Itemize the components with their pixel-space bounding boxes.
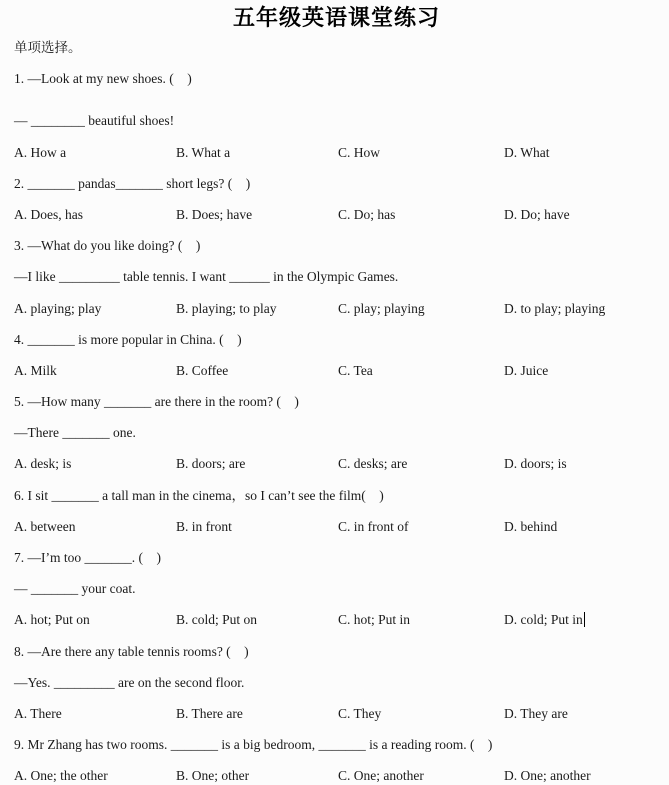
option-cell-c: C. Do; has [338, 206, 396, 222]
option-cell-d: D. behind [504, 518, 558, 534]
question-5-line: 5. —How many _______ are there in the room? ( ) [14, 394, 299, 410]
option-cell-b: B. cold; Put on [176, 612, 258, 628]
question-8-reply-line: —Yes. _________ are on the second floor. [14, 674, 245, 690]
question-6-options [14, 511, 659, 542]
question-7-line: 7. —I’m too _______. ( ) [14, 550, 161, 565]
option-cell-d: D. to play; playing [504, 300, 606, 316]
option-cell-d: D. Do; have [504, 206, 570, 222]
option-cell-d: D. What [504, 144, 550, 160]
question-7-options [14, 604, 659, 635]
question-1-line: 1. —Look at my new shoes. ( ) [14, 71, 192, 87]
option-cell-b: B. Coffee [176, 362, 229, 378]
option-cell-b: B. doors; are [176, 456, 246, 472]
document-title: 五年级英语课堂练习 [232, 5, 440, 30]
option-cell-d: D. One; another [504, 768, 591, 784]
option-cell-c: C. One; another [338, 768, 424, 784]
question-1-reply-line: — ________ beautiful shoes! [14, 113, 175, 129]
question-3-options [14, 293, 659, 324]
option-cell-c: C. Tea [338, 362, 373, 378]
option-cell-a: A. Milk [14, 362, 57, 378]
question-1-options [14, 137, 659, 168]
option-cell-a: A. between [14, 518, 76, 534]
option-cell-c: C. desks; are [338, 456, 408, 472]
question-4-line: 4. _______ is more popular in China. ( ) [14, 331, 242, 347]
question-4-options [14, 355, 659, 386]
option-cell-a: A. Does, has [14, 206, 83, 222]
question-2-line: 2. _______ pandas_______ short legs? ( ) [14, 175, 251, 191]
option-cell-d: D. doors; is [504, 456, 567, 472]
question-2-options [14, 199, 659, 230]
option-cell-d: D. cold; Put in [504, 604, 659, 635]
rows-container [14, 32, 659, 785]
option-cell-a: A. How a [14, 144, 67, 160]
option-cell-b: B. in front [176, 518, 232, 534]
text-cursor [584, 612, 586, 627]
option-cell-a: A. playing; play [14, 300, 102, 316]
option-cell-b: B. playing; to play [176, 300, 277, 316]
question-3-line: 3. —What do you like doing? ( ) [14, 238, 201, 254]
section-label: 单项选择。 [14, 40, 82, 55]
question-9-options [14, 760, 659, 785]
question-6-line: 6. I sit _______ a tall man in the cinema，so I can’t see the film( ) [14, 487, 384, 503]
option-cell-b: B. There are [176, 705, 243, 721]
option-cell-c: C. They [338, 705, 382, 721]
question-7-reply-line: — _______ your coat. [14, 581, 136, 597]
option-cell-a: A. desk; is [14, 456, 72, 472]
option-cell-a: A. hot; Put on [14, 612, 90, 628]
question-9-line: 9. Mr Zhang has two rooms. _______ is a big bedroom, _______ is a reading room. ( ) [14, 737, 493, 753]
option-cell-a: A. One; the other [14, 768, 108, 784]
question-3-reply-line: —I like _________ table tennis. I want ______ in the Olympic Games. [14, 269, 399, 285]
option-cell-c: C. in front of [338, 518, 409, 534]
option-cell-d: D. Juice [504, 362, 549, 378]
option-cell-a: A. There [14, 705, 62, 721]
option-cell-b: B. One; other [176, 768, 250, 784]
question-8-line: 8. —Are there any table tennis rooms? ( ) [14, 643, 249, 659]
option-cell-b: B. What a [176, 144, 231, 160]
option-cell-c: C. hot; Put in [338, 612, 411, 628]
question-5-options [14, 448, 659, 479]
question-5-reply-line: —There _______ one. [14, 425, 136, 441]
question-8-options [14, 698, 659, 729]
option-cell-b: B. Does; have [176, 206, 253, 222]
option-cell-c: C. How [338, 144, 381, 160]
option-cell-d: D. They are [504, 705, 568, 721]
option-cell-c: C. play; playing [338, 300, 425, 316]
